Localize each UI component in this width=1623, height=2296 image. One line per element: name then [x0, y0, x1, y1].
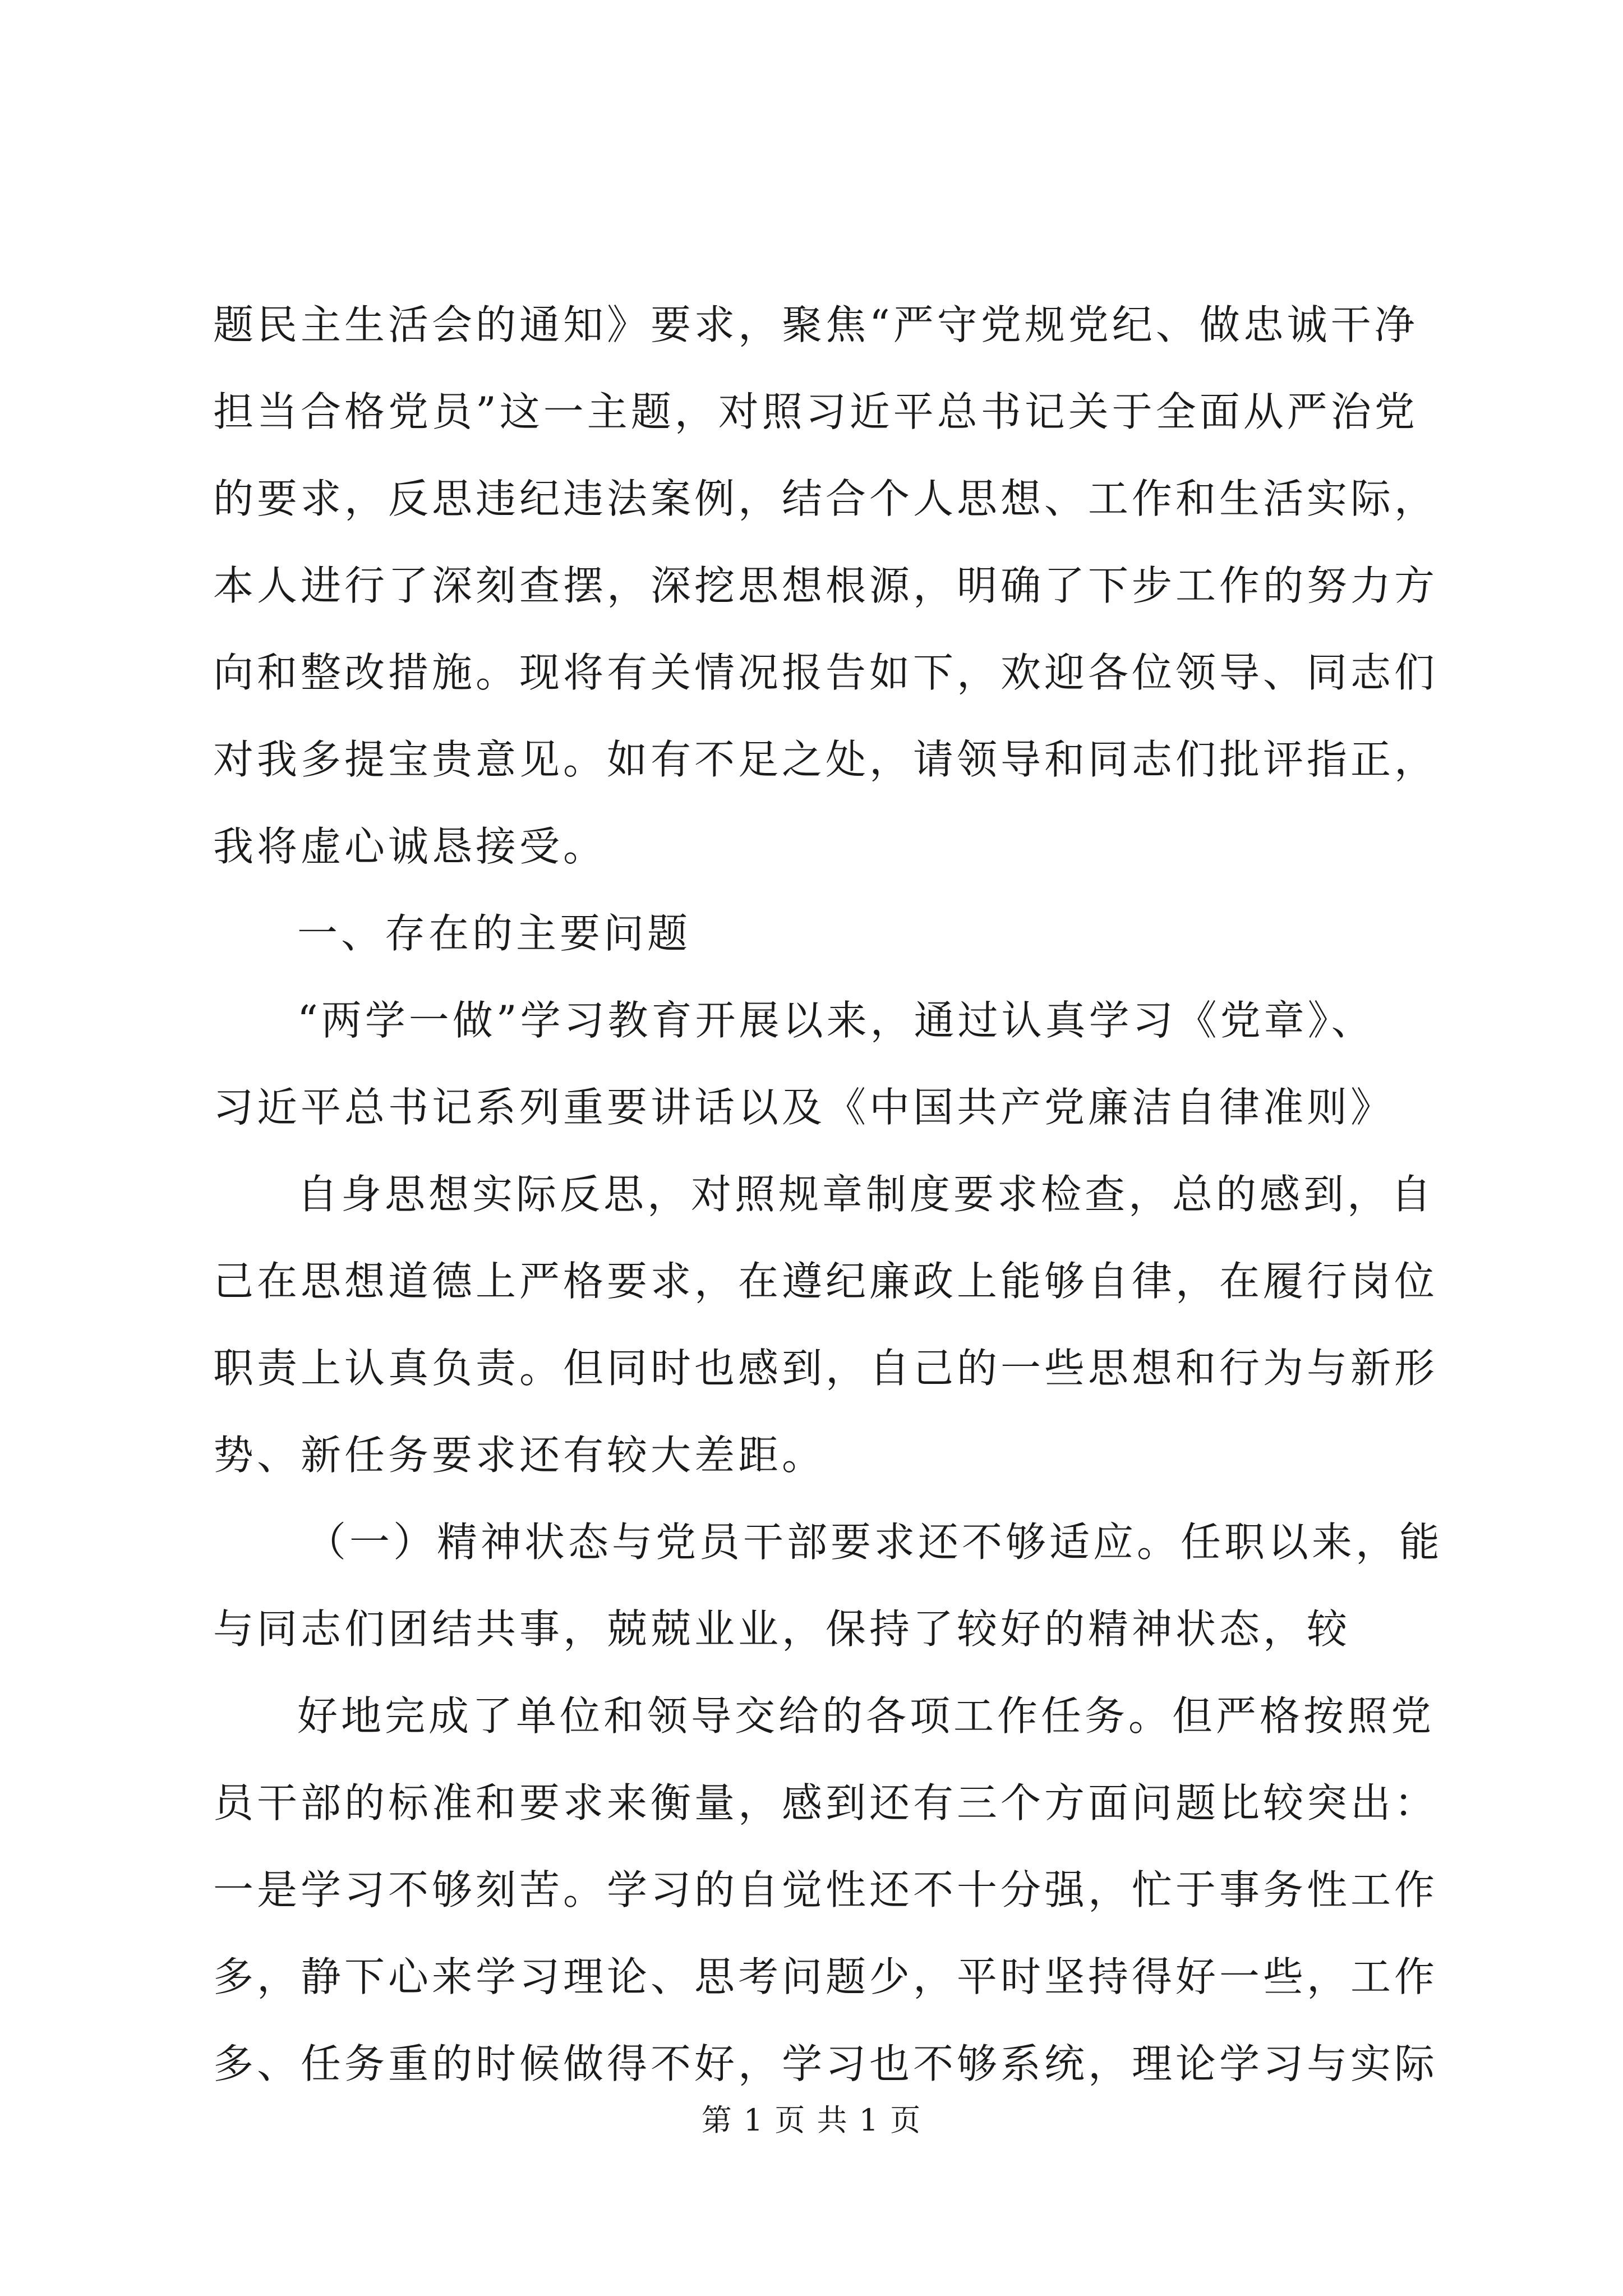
body-text-line: 本人进行了深刻查摆，深挖思想根源，明确了下步工作的努力方 [213, 562, 1438, 609]
body-text-line: 对我多提宝贵意见。如有不足之处，请领导和同志们批评指正， [213, 736, 1438, 783]
body-text-line: 多，静下心来学习理论、思考问题少，平时坚持得好一些，工作 [213, 1953, 1438, 2000]
body-text-line: 职责上认真负责。但同时也感到，自己的一些思想和行为与新形 [213, 1345, 1438, 1392]
subsection-heading: （一）精神状态与党员干部要求还不够适应。任职以来，能 [306, 1519, 1444, 1566]
body-text-line: 的要求，反思违纪违法案例，结合个人思想、工作和生活实际， [213, 475, 1438, 522]
body-text-line: 我将虚心诚恳接受。 [213, 823, 607, 870]
body-text-line: 员干部的标准和要求来衡量，感到还有三个方面问题比较突出： [213, 1779, 1438, 1826]
body-text-line: 好地完成了单位和领导交给的各项工作任务。但严格按照党 [297, 1692, 1435, 1740]
body-text-line: “两学一做”学习教育开展以来，通过认真学习《党章》、 [297, 997, 1375, 1044]
body-text-line: 题民主生活会的通知》要求，聚焦“严守党规党纪、做忠诚干净 [213, 301, 1418, 348]
body-text-line: 向和整改措施。现将有关情况报告如下，欢迎各位领导、同志们 [213, 649, 1438, 696]
body-text-line: 自身思想实际反思，对照规章制度要求检查，总的感到，自 [297, 1171, 1435, 1218]
body-text-line: 担当合格党员”这一主题，对照习近平总书记关于全面从严治党 [213, 388, 1418, 435]
body-text-line: 己在思想道德上严格要求，在遵纪廉政上能够自律，在履行岗位 [213, 1258, 1438, 1305]
body-text-line: 与同志们团结共事，兢兢业业，保持了较好的精神状态，较 [213, 1605, 1351, 1653]
body-text-line: 多、任务重的时候做得不好，学习也不够系统，理论学习与实际 [213, 2040, 1438, 2087]
page-footer: 第 1 页 共 1 页 [701, 2102, 922, 2138]
body-text-line: 习近平总书记系列重要讲话以及《中国共产党廉洁自律准则》 [213, 1084, 1395, 1131]
body-text-line: 一是学习不够刻苦。学习的自觉性还不十分强，忙于事务性工作 [213, 1866, 1438, 1913]
body-text-line: 势、新任务要求还有较大差距。 [213, 1432, 826, 1479]
section-heading: 一、存在的主要问题 [297, 910, 691, 957]
